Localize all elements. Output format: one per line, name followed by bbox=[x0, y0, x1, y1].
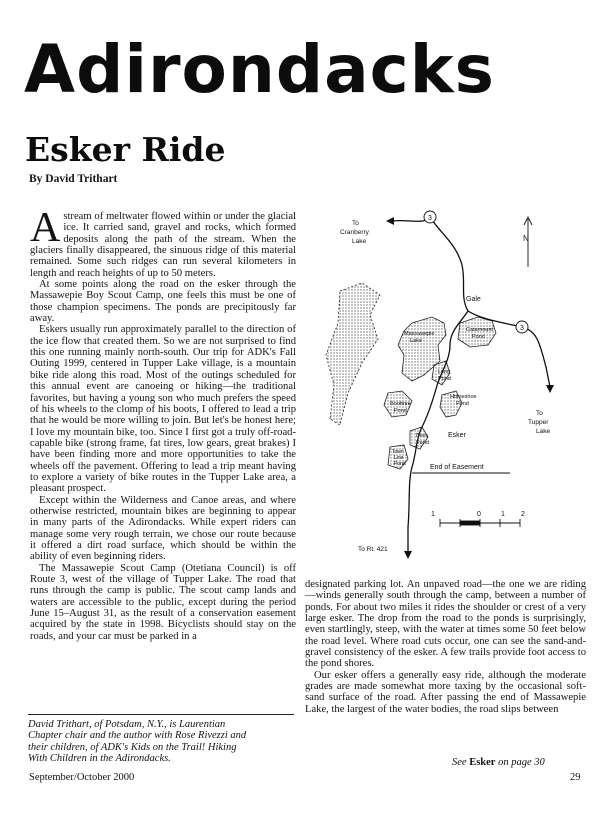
label-lake: Lake bbox=[410, 338, 422, 344]
right-column bbox=[305, 579, 586, 715]
label-long: Long bbox=[438, 369, 451, 375]
label-town: Town bbox=[392, 449, 404, 455]
scale-tick: 0 bbox=[477, 511, 481, 518]
label-gale: Gale bbox=[466, 296, 481, 303]
paragraph: designated parking lot. An unpaved road—the one we are riding—winds generally south through the camp, between a number of ponds. For about two miles it rides the shoulder or crest of a very large esker. The drop from the road to the ponds is surprisingly, even startlingly, steep, with the water at times some 50 feet below the road level. Where road cuts occur, one can see the sand-and-gravel consistency of the esker. A few trails provide foot access to the pond shores. bbox=[305, 579, 586, 670]
issue-date: September/October 2000 bbox=[29, 772, 135, 783]
arrow-to-tupper bbox=[546, 385, 554, 393]
scale-tick: 2 bbox=[521, 511, 525, 518]
label-horseshoe: Horseshoe bbox=[450, 394, 477, 400]
roads bbox=[392, 217, 550, 553]
bio-line: their children, of ADK's Kids on the Trail! Hiking bbox=[28, 741, 237, 753]
label-pond: Pond bbox=[416, 440, 429, 446]
scale-bar bbox=[440, 519, 520, 527]
paragraph: At some points along the road on the esker through the Massawepie Boy Scout Camp, one feels this must be one of those champion specimens. The ponds are precipitously far away. bbox=[30, 279, 296, 325]
label-to: To bbox=[536, 410, 543, 417]
author-bio bbox=[28, 714, 294, 765]
label-lake: Lake bbox=[536, 428, 551, 435]
label-esker: Esker bbox=[448, 432, 466, 439]
left-column bbox=[30, 205, 296, 642]
label-line: Line bbox=[394, 455, 404, 461]
route-arrows bbox=[386, 217, 554, 559]
paragraph: Eskers usually run approximately parallel to the direction of the ice flow that created them. So we are not surprised to find this one running mainly north-south. Our trip for ADK's Fall Outing 1999, centered in Tupper Lake village, is a mountain bike ride along this road. Most of the outings scheduled for this annual event are canoeing or hiking—the traditional favorites, but having a young son who much prefers the speed of his wheels to the clomp of his boots, I offered to lead a trip that he would be more willing to join. But let's be honest here; I love my mountain bike, too. Since I first got a truly off-road-capable bike (strong frame, fat tires, low gears, great brakes) I have been finding more and more opportunities to take the wheels off the pavement. Offering to lead a trip meant having to explore a variety of bike routes in the Tupper Lake area, a pleasant prospect. bbox=[30, 324, 296, 495]
arrow-to-rt421 bbox=[404, 551, 412, 559]
bio-line: Chapter chair and the author with Rose Rivezzi and bbox=[28, 730, 247, 742]
west-wetland-shape bbox=[326, 283, 380, 425]
route-map bbox=[300, 205, 590, 565]
label-end-of-easement: End of Easement bbox=[430, 464, 484, 471]
scale-tick: 1 bbox=[431, 511, 435, 518]
article-headline: Esker Ride bbox=[25, 130, 226, 169]
arrow-to-cranberry bbox=[386, 217, 394, 225]
label-pond: Pond bbox=[472, 334, 485, 340]
label-to: To bbox=[352, 220, 359, 227]
paragraph: Except within the Wilderness and Canoe areas, and where otherwise restricted, mountain bikes are beginning to appear in many parts of the Adirondacks. While expert riders can manage some very rough terrain, we chose our route because it offered a dirt road surface, which should be within the ability of even beginning riders. bbox=[30, 494, 296, 563]
label-pond: Pond bbox=[456, 401, 469, 407]
page-number: 29 bbox=[570, 772, 581, 783]
label-tupper: Tupper bbox=[528, 419, 549, 426]
bio-line: David Trithart, of Potsdam, N.Y., is Laurentian bbox=[28, 719, 226, 730]
ponds bbox=[326, 283, 496, 469]
route-number: 3 bbox=[428, 215, 432, 222]
north-label: N bbox=[523, 234, 529, 243]
scale-tick: 1 bbox=[501, 511, 505, 518]
label-deer: Deer bbox=[416, 433, 428, 439]
label-catamount: Catamount bbox=[466, 327, 493, 333]
label-to-rt421: To Rt. 421 bbox=[358, 546, 388, 553]
label-pond: Pond bbox=[394, 408, 407, 414]
label-pond: Pond bbox=[438, 376, 451, 382]
masthead: Adirondacks bbox=[24, 31, 495, 108]
byline: By David Trithart bbox=[29, 173, 118, 185]
paragraph: Our esker offers a generally easy ride, although the moderate grades are made somewhat more taxing by the occasional soft-sand surface of the road. After passing the end of Massawepie Lake, the largest of the water bodies, the road slips between bbox=[305, 669, 586, 715]
label-cranberry: Cranberry bbox=[340, 229, 369, 236]
paragraph: The Massawepie Scout Camp (Otetiana Council) is off Route 3, west of the village of Tupper Lake. The road that runs through the camp is public. The scout camp lands and waters are accessible to the public, except during the period June 15–August 31, as the result of a conservation easement acquired by the state in 1998. Bicyclists should stay on the roads, and your car must be parked in a bbox=[30, 562, 296, 642]
label-boottree: Boottree bbox=[390, 401, 411, 407]
route-number: 3 bbox=[520, 325, 524, 332]
paragraph: Astream of meltwater flowed within or under the glacial ice. It carried sand, gravel and rocks, which formed deposits along the path of the stream. When the glaciers finally disappeared, the sinuous ridge of this material remained. Some such ridges can run several kilometers in length and reach heights of up to 50 meters. bbox=[30, 205, 296, 279]
continued-line: See Esker on page 30 bbox=[452, 757, 545, 768]
label-massawepie: Massawepie bbox=[404, 331, 435, 337]
drop-cap: A bbox=[30, 205, 61, 251]
bio-line: With Children in the Adirondacks. bbox=[28, 753, 171, 765]
label-pond: Pond bbox=[394, 461, 406, 467]
label-lake: Lake bbox=[352, 238, 367, 245]
